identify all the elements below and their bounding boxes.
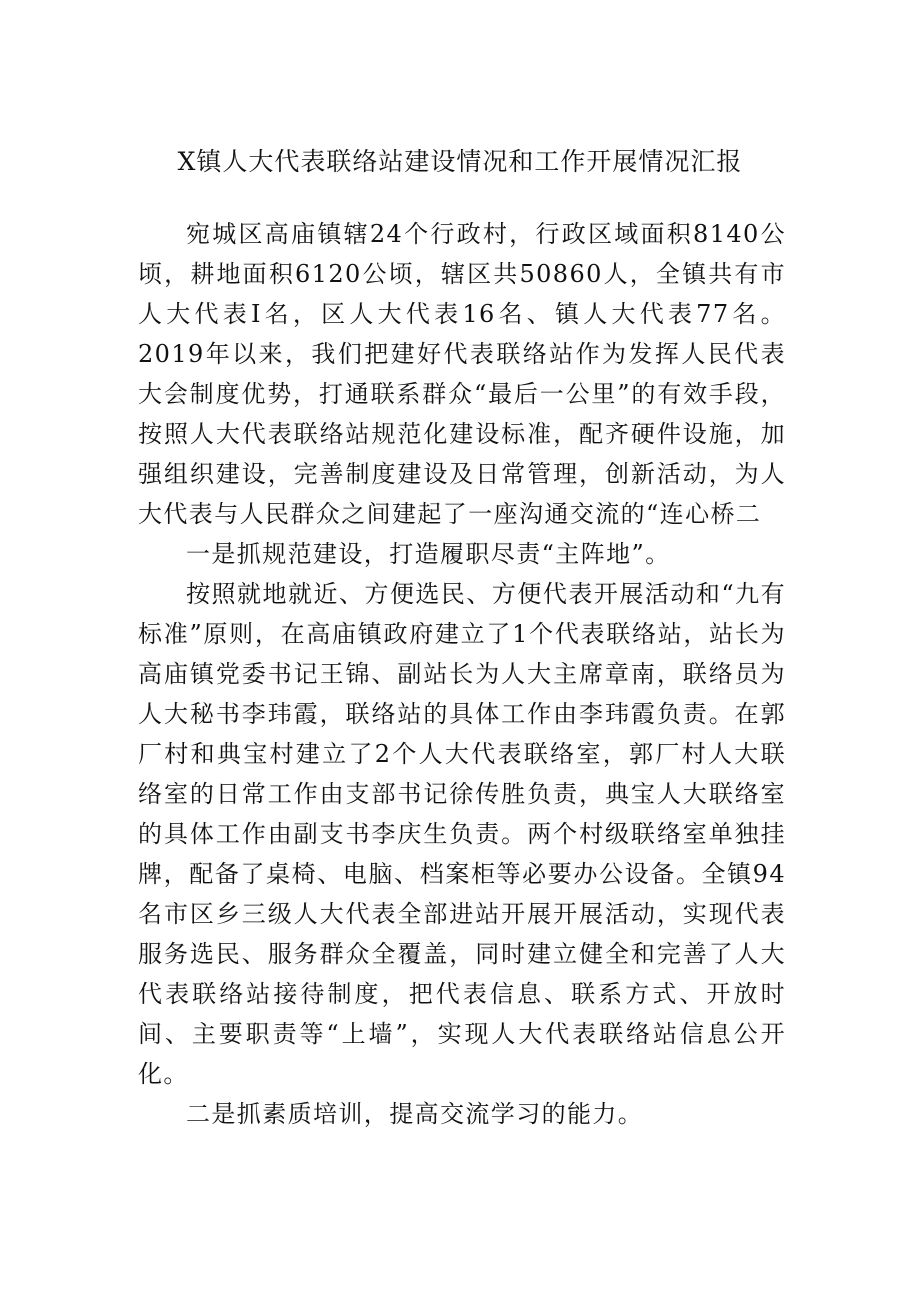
section-heading-2: 二是抓素质培训，提高交流学习的能力。 (186, 1100, 644, 1128)
paragraph-section-1: 按照就地就近、方便选民、方便代表开展活动和“九有标准”原则，在高庙镇政府建立了1个代表联络站，站长为高庙镇党委书记王锦、副站长为人大主席章南，联络员为人大秘书李玮霞，联络站的具体工作由李玮霞负责。在郭厂村和典宝村建立了2个人大代表联络室，郭厂村人大联络室的日常工作由支部书记徐传胜负责，典宝人大联络室的具体工作由副支书李庆生负责。两个村级联络室单独挂牌，配备了桌椅、电脑、档案柜等必要办公设备。全镇94名市区乡三级人大代表全部进站开展开展活动，实现代表服务选民、服务群众全覆盖，同时建立健全和完善了人大代表联络站接待制度，把代表信息、联系方式、开放时间、主要职责等“上墙”，实现人大代表联络站信息公开化。 (138, 580, 786, 1088)
paragraph-intro: 宛城区高庙镇辖24个行政村，行政区域面积8140公顷，耕地面积6120公顷，辖区共50860人，全镇共有市人大代表I名，区人大代表16名、镇人大代表77名。2019年以来，我们把建好代表联络站作为发挥人民代表大会制度优势，打通联系群众“最后一公里”的有效手段，按照人大代表联络站规范化建设标准，配齐硬件设施，加强组织建设，完善制度建设及日常管理，创新活动，为人大代表与人民群众之间建起了一座沟通交流的“连心桥二 (138, 220, 786, 528)
document-body (138, 214, 786, 1134)
document-title: X镇人大代表联络站建设情况和工作开展情况汇报 (177, 147, 743, 176)
section-heading-1: 一是抓规范建设，打造履职尽责“主阵地”。 (186, 540, 671, 568)
